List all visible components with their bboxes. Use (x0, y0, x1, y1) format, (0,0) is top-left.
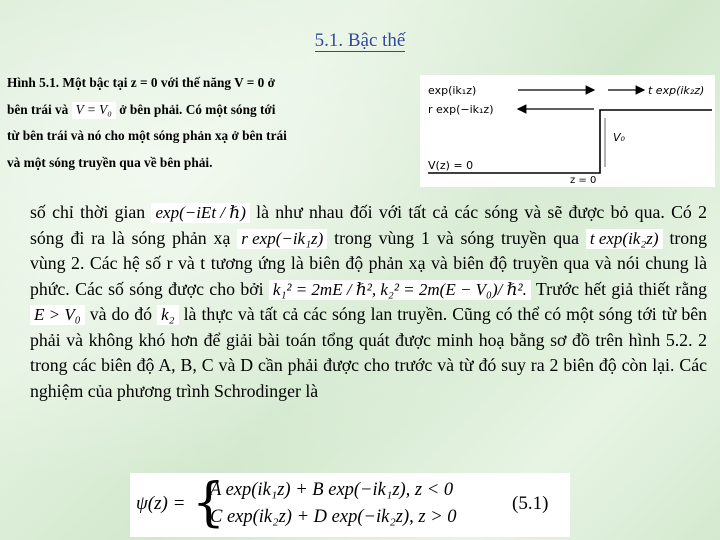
figure-caption (7, 70, 367, 176)
equation-brace: { (192, 473, 226, 533)
math-reflected-wave: r exp(−ik₁z) (237, 229, 327, 249)
math-time-factor: exp(−iEt / ℏ) (151, 203, 249, 223)
transmitted-label: t exp(ik₂z) (648, 84, 705, 97)
body-s1: số chỉ thời gian (30, 202, 146, 222)
caption-text-c: ở bên phải. Có một sóng tới (115, 101, 276, 117)
slide-title: 5.1. Bậc thế (314, 30, 406, 51)
equation-lhs: ψ(z) = (136, 493, 186, 514)
equation-number: (5.1) (512, 493, 549, 514)
equation-5-1 (130, 473, 570, 537)
math-transmitted-wave: t exp(ik₂z) (586, 229, 663, 249)
body-s2: là như nhau đối với tất cả các sóng và sẽ được bỏ qua. Có 2 sóng đi ra là sóng phản xạ (30, 202, 708, 248)
body-s3: trong vùng 1 và sóng truyền qua (334, 227, 579, 248)
z0-label: z = 0 (570, 175, 597, 186)
caption-text-a: Một bậc tại z = 0 với thế năng V = 0 ở (59, 75, 276, 90)
caption-text-d: từ bên trái và nó cho một sóng phản xạ ở bên trái (7, 128, 287, 143)
math-wave-numbers: k₁² = 2mE / ℏ², k₂² = 2m(E − V₀)/ ℏ². (269, 280, 531, 300)
caption-label: Hình 5.1. (7, 75, 60, 90)
equation-row-1: A exp(ik₁z) + B exp(−ik₁z), z < 0 (210, 480, 454, 500)
math-energy-condition: E > V₀ (30, 305, 85, 325)
body-paragraph (30, 200, 707, 404)
body-s4: trong vùng 2. Các hệ số r và t tương ứng là biên độ phản xạ và biên độ truyền qua và nói chung là phức. Các số sóng được cho bởi (30, 227, 707, 299)
caption-text-b: bên trái và (7, 101, 69, 117)
incident-label: exp(ik₁z) (428, 84, 477, 97)
equation-row-2: C exp(ik₂z) + D exp(−ik₂z), z > 0 (210, 507, 457, 527)
body-s7: là thực và tất cả các sóng lan truyền. Cũng có thể có một sóng tới từ bên phải và không khó hơn để giải bài toán tổng quát được minh hoạ bằng sơ đồ trên hình 5.2. 2 trong các biên độ A, B, C và D cần phải được cho trước và từ đó suy ra 2 biên độ còn lại. Các nghiệm của phương trình Schrodinger là (30, 304, 707, 401)
caption-text-e: và một sóng truyền qua về bên phải. (7, 154, 213, 170)
v0-label: V₀ (613, 131, 625, 144)
potential-step-diagram (420, 75, 715, 187)
vz0-label: V(z) = 0 (428, 159, 474, 172)
body-s5: Trước hết giả thiết rằng (535, 278, 707, 299)
math-k2: k₂ (157, 305, 178, 325)
caption-formula-v: V = V₀ (72, 102, 116, 119)
body-s6: và do đó (89, 304, 153, 324)
reflected-label: r exp(−ik₁z) (428, 103, 494, 116)
